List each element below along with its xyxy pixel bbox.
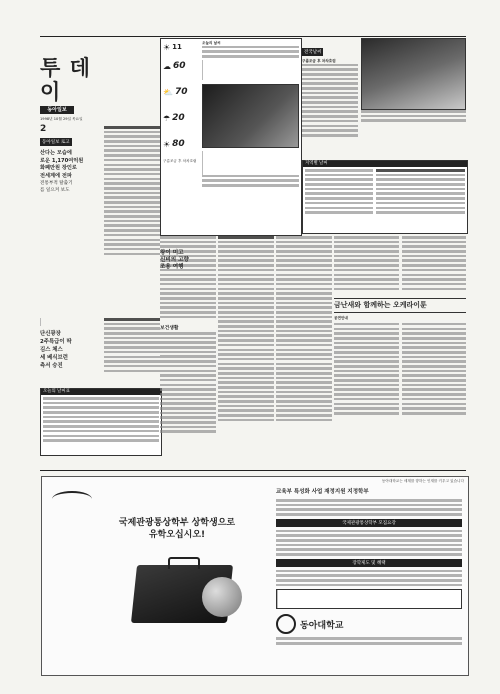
center-col-1 [218,236,274,472]
globe-icon [202,577,242,617]
bottom-mid-text [160,326,216,472]
center-col-2 [276,236,332,472]
rain-icon: ☂ [163,113,171,123]
masthead [40,38,100,134]
ad-swoosh-icon [52,491,92,507]
middle-section [160,250,216,318]
right-sub-label: 공연안내 [334,316,348,321]
right-weather-label: 전국날씨 [304,50,322,55]
masthead-date: 1998년 10월 29일 목요일 [40,117,83,121]
middle-title2: 보건생활 [160,326,179,331]
middle-subline-2: 조용 여행 [160,264,184,270]
left-headline-4: 전세계에 전파 [40,172,72,179]
weather-temp-1: 11 [172,43,182,51]
left-headline-1: 산다는 모습에 [40,150,72,156]
right-headline: 금난새와 함께하는 오케라이툰 [334,298,466,313]
story-2-text [104,318,160,386]
left-bottom-line-1: 2주특급이 딱 [40,339,72,345]
cloud-icon: ☁ [163,61,171,71]
weather-caption: 구름조금 후 차차흐림 [163,159,197,163]
ad-top-caption: 동아대학교는 세계를 향하는 인재를 키우고 있습니다 [381,479,464,483]
university-seal-icon [276,614,296,634]
left-headline-6: 를 일으켜 보도 [40,188,70,193]
weather-temp-5: 80 [172,139,185,149]
right-weather [302,38,466,158]
ad-slogan-2: 유학오십시오! [148,530,206,540]
university-advertisement [41,476,469,676]
left-bottom-line-2: 김스 체스 [40,347,63,353]
korea-map [361,38,466,110]
ad-divider [40,470,466,471]
top-rule [40,36,466,37]
main-story-text [104,126,160,316]
ad-right-title-1: 교육부 특성화 사업 재정지원 지정학부 [276,489,369,495]
left-bottom [40,330,100,386]
sun-icon-2: ☀ [163,139,171,149]
weather-temp-4: 20 [172,113,185,123]
cloud-sun-icon: ⛅ [163,87,173,97]
weather-forecast-row [202,60,299,80]
masthead-title: 투 데 이 [40,55,91,104]
left-banner [40,318,100,328]
briefcase-handle-icon [168,557,200,569]
right-weather-table-title: 지역별 날씨 [303,161,467,167]
ad-slogan-1: 국제관광통상학부 상학생으로 [118,518,236,528]
ad-section-a: 국제관광통상학부 모집요강 [276,519,462,527]
left-table [40,388,162,456]
middle-label: 왕이 미고 [160,250,184,256]
masthead-subtitle: 동아일보 [40,106,74,114]
ad-right-panel [276,489,462,669]
ad-schedule-table [276,589,462,609]
left-bottom-line-3: 세 베식브런 [40,355,68,361]
weather-map [202,84,299,148]
ad-section-b: 장학제도 및 혜택 [276,559,462,567]
left-bottom-title: 단신광장 [40,331,61,337]
left-sidebar [40,128,102,258]
weather-box-title: 오늘의 날씨 [202,41,221,45]
weather-temp-2: 60 [173,61,186,71]
left-bottom-line-4: 측서 승진 [40,363,63,369]
weather-icons-column [163,41,199,189]
middle-subline-1: 신비의 고향 [160,257,189,263]
university-name: 동아대학교 [300,620,344,631]
weather-temp-3: 70 [174,87,188,97]
left-headline-2: 로운 1,170여억원 [40,157,84,164]
right-weather-table [302,160,468,234]
left-headline-5: 전통부적 탈출기 [40,181,73,186]
left-headline-3: 화폐만원 장인로 [40,165,77,171]
masthead-issue: 2 [40,123,47,134]
left-table-title: 오늘의 날씨표 [41,389,161,395]
right-weather-title: 구름조금 후 차차흐림 [302,59,336,63]
weather-forecast-row-2 [202,151,299,175]
left-section-label: 동아일보 로고 [42,140,70,145]
sun-icon: ☀ [163,42,171,52]
right-column [334,236,466,472]
weather-box [160,38,302,236]
